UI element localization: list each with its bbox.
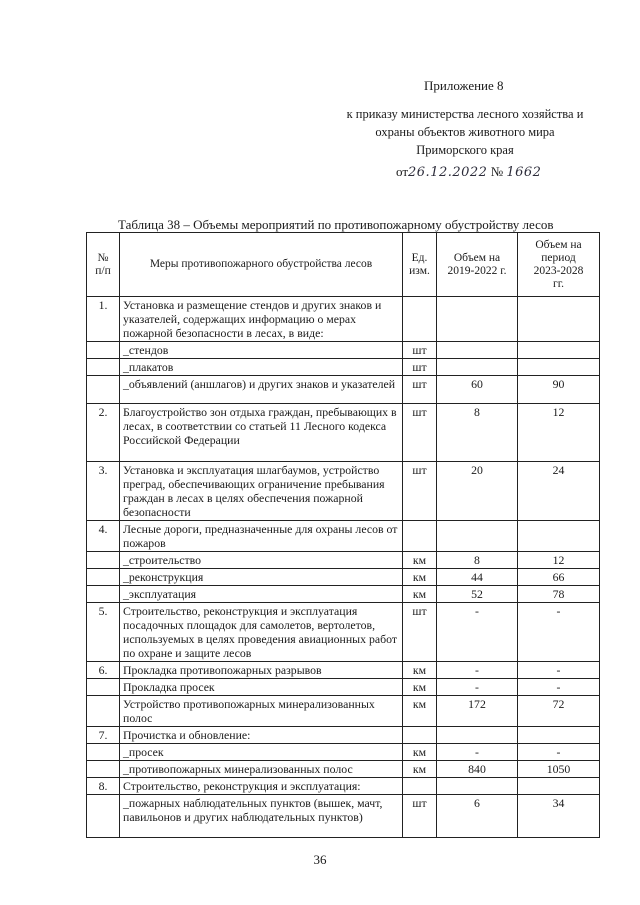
row-measure: Прокладка противопожарных разрывов bbox=[120, 662, 403, 679]
row-unit: км bbox=[403, 569, 437, 586]
row-volume-2023-2028 bbox=[518, 778, 600, 795]
row-number: 3. bbox=[87, 462, 120, 521]
table-row bbox=[87, 696, 600, 727]
row-volume-2023-2028: 12 bbox=[518, 404, 600, 462]
row-volume-2023-2028: - bbox=[518, 744, 600, 761]
row-measure: _эксплуатация bbox=[120, 586, 403, 603]
row-volume-2023-2028: 72 bbox=[518, 696, 600, 727]
row-volume-2019-2022 bbox=[437, 297, 518, 342]
row-number bbox=[87, 569, 120, 586]
row-volume-2019-2022: 840 bbox=[437, 761, 518, 778]
row-number bbox=[87, 342, 120, 359]
row-volume-2019-2022: - bbox=[437, 603, 518, 662]
row-number bbox=[87, 359, 120, 376]
header-name: Меры противопожарного обустройства лесов bbox=[120, 233, 403, 297]
row-unit: шт bbox=[403, 462, 437, 521]
header-period-1: Объем на 2019-2022 г. bbox=[437, 233, 518, 297]
table-row bbox=[87, 679, 600, 696]
signature-number: 1662 bbox=[506, 165, 542, 180]
row-volume-2019-2022: - bbox=[437, 662, 518, 679]
row-measure: Благоустройство зон отдыха граждан, пребывающих в лесах, в соответствии со статьей 11 Лесного кодекса Российской Федерации bbox=[120, 404, 403, 462]
table-row bbox=[87, 795, 600, 838]
row-unit: км bbox=[403, 552, 437, 569]
row-unit bbox=[403, 778, 437, 795]
table-row bbox=[87, 521, 600, 552]
signature-prefix: от bbox=[396, 164, 409, 179]
row-number bbox=[87, 586, 120, 603]
row-volume-2023-2028 bbox=[518, 342, 600, 359]
table-row bbox=[87, 744, 600, 761]
row-volume-2019-2022: 20 bbox=[437, 462, 518, 521]
row-number: 5. bbox=[87, 603, 120, 662]
row-unit bbox=[403, 521, 437, 552]
row-measure: _стендов bbox=[120, 342, 403, 359]
row-volume-2023-2028: 34 bbox=[518, 795, 600, 838]
row-number bbox=[87, 552, 120, 569]
header-period-2: Объем на период 2023-2028 гг. bbox=[518, 233, 600, 297]
row-measure: Прочистка и обновление: bbox=[120, 727, 403, 744]
table-header-row bbox=[87, 233, 600, 297]
row-number: 4. bbox=[87, 521, 120, 552]
table-caption: Таблица 38 – Объемы мероприятий по противопожарному обустройству лесов bbox=[118, 217, 554, 232]
row-unit bbox=[403, 297, 437, 342]
row-measure: Строительство, реконструкция и эксплуатация посадочных площадок для самолетов, вертолетов, используемых в целях проведения авиационных работ по охране и защите лесов bbox=[120, 603, 403, 662]
table-row bbox=[87, 297, 600, 342]
row-measure: Лесные дороги, предназначенные для охраны лесов от пожаров bbox=[120, 521, 403, 552]
row-volume-2023-2028 bbox=[518, 297, 600, 342]
row-number bbox=[87, 376, 120, 404]
row-number: 1. bbox=[87, 297, 120, 342]
table-row bbox=[87, 462, 600, 521]
row-volume-2023-2028: - bbox=[518, 662, 600, 679]
row-volume-2019-2022 bbox=[437, 778, 518, 795]
row-volume-2023-2028: - bbox=[518, 603, 600, 662]
row-measure: _объявлений (аншлагов) и других знаков и указателей bbox=[120, 376, 403, 404]
row-measure: _пожарных наблюдательных пунктов (вышек, мачт, павильонов и других наблюдательных пунктов) bbox=[120, 795, 403, 838]
row-volume-2019-2022 bbox=[437, 359, 518, 376]
row-measure: Прокладка просек bbox=[120, 679, 403, 696]
row-volume-2019-2022: 172 bbox=[437, 696, 518, 727]
row-number: 6. bbox=[87, 662, 120, 679]
row-unit: шт bbox=[403, 795, 437, 838]
row-unit bbox=[403, 727, 437, 744]
row-measure: _строительство bbox=[120, 552, 403, 569]
table-row bbox=[87, 342, 600, 359]
row-unit: шт bbox=[403, 404, 437, 462]
row-volume-2019-2022: - bbox=[437, 679, 518, 696]
table-row bbox=[87, 552, 600, 569]
row-volume-2019-2022: - bbox=[437, 744, 518, 761]
row-unit: шт bbox=[403, 342, 437, 359]
table-row bbox=[87, 569, 600, 586]
table-row bbox=[87, 376, 600, 404]
row-number bbox=[87, 761, 120, 778]
row-unit: км bbox=[403, 744, 437, 761]
row-unit: км bbox=[403, 679, 437, 696]
row-measure: Устройство противопожарных минерализованных полос bbox=[120, 696, 403, 727]
row-number: 7. bbox=[87, 727, 120, 744]
row-number bbox=[87, 744, 120, 761]
row-unit: шт bbox=[403, 376, 437, 404]
appendix-line-1: к приказу министерства лесного хозяйства и bbox=[346, 107, 584, 121]
row-volume-2019-2022: 44 bbox=[437, 569, 518, 586]
table-row bbox=[87, 586, 600, 603]
row-volume-2023-2028: 1050 bbox=[518, 761, 600, 778]
row-unit: шт bbox=[403, 359, 437, 376]
row-number: 2. bbox=[87, 404, 120, 462]
row-volume-2019-2022: 8 bbox=[437, 552, 518, 569]
row-volume-2023-2028 bbox=[518, 727, 600, 744]
row-measure: _просек bbox=[120, 744, 403, 761]
row-volume-2023-2028 bbox=[518, 359, 600, 376]
row-volume-2019-2022: 8 bbox=[437, 404, 518, 462]
table-row bbox=[87, 778, 600, 795]
row-number bbox=[87, 696, 120, 727]
appendix-line-3: Приморского края bbox=[416, 143, 514, 157]
row-volume-2023-2028: 24 bbox=[518, 462, 600, 521]
row-volume-2023-2028: 90 bbox=[518, 376, 600, 404]
row-volume-2023-2028: - bbox=[518, 679, 600, 696]
row-volume-2023-2028: 78 bbox=[518, 586, 600, 603]
row-unit: шт bbox=[403, 603, 437, 662]
row-measure: _плакатов bbox=[120, 359, 403, 376]
signature-date: 26.12.2022 bbox=[408, 165, 488, 180]
table-row bbox=[87, 603, 600, 662]
row-unit: км bbox=[403, 761, 437, 778]
fire-measures-table bbox=[86, 232, 600, 838]
header-unit: Ед. изм. bbox=[403, 233, 437, 297]
row-volume-2023-2028 bbox=[518, 521, 600, 552]
table-row bbox=[87, 727, 600, 744]
row-measure: Установка и эксплуатация шлагбаумов, устройство преград, обеспечивающих ограничение пребывания граждан в лесах в целях обеспечения пожарной безопасности bbox=[120, 462, 403, 521]
row-volume-2023-2028: 66 bbox=[518, 569, 600, 586]
table-row bbox=[87, 662, 600, 679]
row-measure: Установка и размещение стендов и других знаков и указателей, содержащих информацию о мерах пожарной безопасности в лесах, в виде: bbox=[120, 297, 403, 342]
table-row bbox=[87, 404, 600, 462]
page-number: 36 bbox=[313, 852, 327, 867]
row-measure: _противопожарных минерализованных полос bbox=[120, 761, 403, 778]
row-unit: км bbox=[403, 586, 437, 603]
signature-number-label: № bbox=[490, 164, 504, 179]
table-body bbox=[87, 297, 600, 838]
row-unit: км bbox=[403, 696, 437, 727]
table-row bbox=[87, 761, 600, 778]
row-volume-2019-2022 bbox=[437, 521, 518, 552]
row-volume-2019-2022 bbox=[437, 727, 518, 744]
header-num: № п/п bbox=[87, 233, 120, 297]
appendix-title: Приложение 8 bbox=[424, 78, 504, 93]
order-signature bbox=[396, 164, 541, 180]
table-row bbox=[87, 359, 600, 376]
row-volume-2019-2022 bbox=[437, 342, 518, 359]
row-number: 8. bbox=[87, 778, 120, 795]
row-number bbox=[87, 679, 120, 696]
appendix-line-2: охраны объектов животного мира bbox=[375, 125, 555, 139]
row-unit: км bbox=[403, 662, 437, 679]
row-volume-2019-2022: 52 bbox=[437, 586, 518, 603]
row-measure: _реконструкция bbox=[120, 569, 403, 586]
row-number bbox=[87, 795, 120, 838]
row-volume-2019-2022: 6 bbox=[437, 795, 518, 838]
row-measure: Строительство, реконструкция и эксплуатация: bbox=[120, 778, 403, 795]
row-volume-2019-2022: 60 bbox=[437, 376, 518, 404]
row-volume-2023-2028: 12 bbox=[518, 552, 600, 569]
